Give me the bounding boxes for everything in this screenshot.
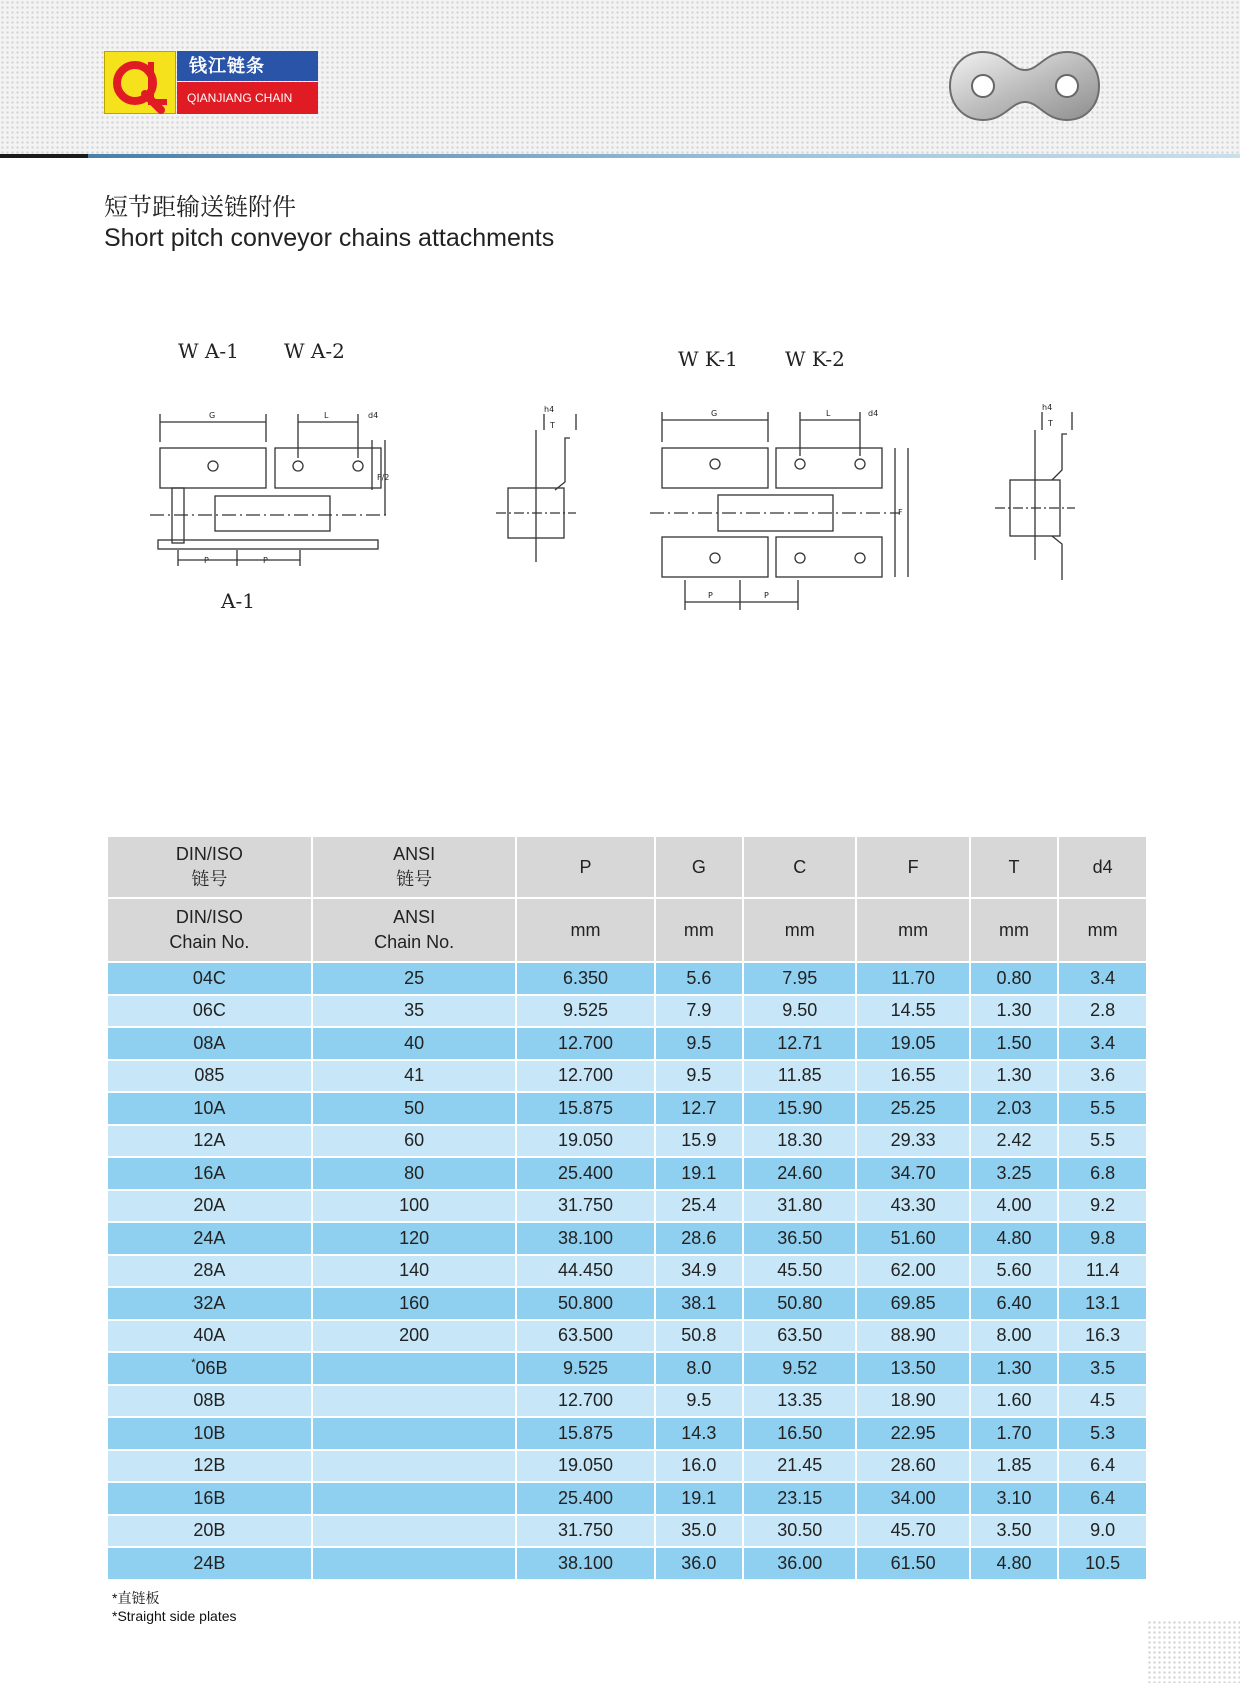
table-cell: 61.50 — [857, 1548, 968, 1579]
table-cell: 1.30 — [971, 1061, 1058, 1092]
table-cell: 50.800 — [517, 1288, 653, 1319]
table-cell: 16.50 — [744, 1418, 855, 1449]
table-cell: 63.50 — [744, 1321, 855, 1352]
table-cell: 25.400 — [517, 1158, 653, 1189]
table-cell: 9.525 — [517, 1353, 653, 1384]
footnote — [112, 1589, 237, 1625]
table-cell: 9.5 — [656, 1061, 743, 1092]
table-cell: 19.05 — [857, 1028, 968, 1059]
table-cell: 1.85 — [971, 1451, 1058, 1482]
table-row — [108, 1093, 1146, 1124]
table-cell: 43.30 — [857, 1191, 968, 1222]
table-cell: 7.9 — [656, 996, 743, 1027]
table-row — [108, 1223, 1146, 1254]
attachment-drawings — [0, 330, 1240, 650]
table-cell: 1.60 — [971, 1386, 1058, 1417]
table-cell: 44.450 — [517, 1256, 653, 1287]
table-cell: 5.3 — [1059, 1418, 1146, 1449]
dim-d4-wk: d4 — [868, 409, 879, 418]
table-cell — [313, 1451, 516, 1482]
table-cell: 5.5 — [1059, 1093, 1146, 1124]
table-cell: 51.60 — [857, 1223, 968, 1254]
footnote-en: *Straight side plates — [112, 1608, 237, 1624]
dim-p1-wa: P — [204, 556, 209, 565]
table-cell: 200 — [313, 1321, 516, 1352]
table-cell: 19.050 — [517, 1451, 653, 1482]
table-cell — [313, 1418, 516, 1449]
table-row — [108, 1321, 1146, 1352]
dim-p2-wa: P — [263, 556, 268, 565]
table-cell: 36.00 — [744, 1548, 855, 1579]
table-cell: 160 — [313, 1288, 516, 1319]
table-cell: 13.35 — [744, 1386, 855, 1417]
table-cell: 18.30 — [744, 1126, 855, 1157]
table-cell: 15.875 — [517, 1093, 653, 1124]
table-cell: 16.55 — [857, 1061, 968, 1092]
table-cell: 20A — [108, 1191, 311, 1222]
label-wk1: W K-1 — [678, 347, 738, 371]
table-cell: 2.42 — [971, 1126, 1058, 1157]
table-cell: 4.80 — [971, 1548, 1058, 1579]
table-cell: 0.80 — [971, 963, 1058, 994]
table-cell: 88.90 — [857, 1321, 968, 1352]
unit-f: mm — [857, 899, 968, 961]
table-cell: 35.0 — [656, 1516, 743, 1547]
table-cell: 35 — [313, 996, 516, 1027]
table-cell: 62.00 — [857, 1256, 968, 1287]
dim-t-side1: T — [550, 421, 555, 430]
unit-c: mm — [744, 899, 855, 961]
table-cell: 3.10 — [971, 1483, 1058, 1514]
table-cell: 1.70 — [971, 1418, 1058, 1449]
dim-h4-side2: h4 — [1042, 403, 1053, 412]
unit-t: mm — [971, 899, 1058, 961]
table-cell: 16.0 — [656, 1451, 743, 1482]
table-cell: 23.15 — [744, 1483, 855, 1514]
page-title-cn: 短节距输送链附件 — [104, 193, 296, 221]
header-t: T — [971, 837, 1058, 897]
table-cell: 6.4 — [1059, 1483, 1146, 1514]
table-cell: 5.5 — [1059, 1126, 1146, 1157]
table-row — [108, 1353, 1146, 1384]
unit-d4: mm — [1059, 899, 1146, 961]
table-cell: 28A — [108, 1256, 311, 1287]
table-row — [108, 1061, 1146, 1092]
table-cell: 12.7 — [656, 1093, 743, 1124]
table-cell: 31.750 — [517, 1516, 653, 1547]
unit-p: mm — [517, 899, 653, 961]
table-cell: 36.0 — [656, 1548, 743, 1579]
table-cell: 10B — [108, 1418, 311, 1449]
dim-g-wa: G — [209, 411, 216, 420]
table-cell: 16A — [108, 1158, 311, 1189]
header-din-iso-cn: DIN/ISO 链号 — [108, 837, 311, 897]
table-cell: 10A — [108, 1093, 311, 1124]
table-row — [108, 1451, 1146, 1482]
table-cell: 9.50 — [744, 996, 855, 1027]
table-cell: 38.1 — [656, 1288, 743, 1319]
table-cell: 08B — [108, 1386, 311, 1417]
table-cell: 3.4 — [1059, 963, 1146, 994]
table-cell: 3.6 — [1059, 1061, 1146, 1092]
table-cell: 50 — [313, 1093, 516, 1124]
table-cell: 9.2 — [1059, 1191, 1146, 1222]
dim-f2-wa: F/2 — [377, 473, 390, 482]
star-mark: * — [191, 1357, 196, 1370]
table-cell: 41 — [313, 1061, 516, 1092]
table-cell: 40 — [313, 1028, 516, 1059]
table-cell: 9.5 — [656, 1386, 743, 1417]
table-cell: 34.00 — [857, 1483, 968, 1514]
table-cell: 15.875 — [517, 1418, 653, 1449]
table-cell: 1.30 — [971, 1353, 1058, 1384]
header-g: G — [656, 837, 743, 897]
brand-name-en: QIANJIANG CHAIN — [177, 82, 318, 114]
table-cell: 9.0 — [1059, 1516, 1146, 1547]
table-cell: 8.00 — [971, 1321, 1058, 1352]
table-cell: 4.80 — [971, 1223, 1058, 1254]
table-cell: 19.1 — [656, 1158, 743, 1189]
unit-g: mm — [656, 899, 743, 961]
table-cell: 24.60 — [744, 1158, 855, 1189]
table-row — [108, 1548, 1146, 1579]
table-cell: *06B — [108, 1353, 311, 1384]
table-cell: 11.85 — [744, 1061, 855, 1092]
table-cell: 9.525 — [517, 996, 653, 1027]
logo-mark-icon — [104, 51, 176, 114]
table-cell: 63.500 — [517, 1321, 653, 1352]
table-cell: 13.50 — [857, 1353, 968, 1384]
table-cell: 06C — [108, 996, 311, 1027]
table-cell: 29.33 — [857, 1126, 968, 1157]
table-cell: 140 — [313, 1256, 516, 1287]
table-cell: 13.1 — [1059, 1288, 1146, 1319]
table-cell: 6.350 — [517, 963, 653, 994]
header-ansi-en: ANSI Chain No. — [313, 899, 516, 961]
table-cell: 45.70 — [857, 1516, 968, 1547]
header-c: C — [744, 837, 855, 897]
table-cell: 9.8 — [1059, 1223, 1146, 1254]
header-p: P — [517, 837, 653, 897]
page-title-en: Short pitch conveyor chains attachments — [104, 224, 555, 252]
table-cell: 12.700 — [517, 1061, 653, 1092]
table-cell: 12B — [108, 1451, 311, 1482]
dim-h4-side1: h4 — [544, 405, 555, 414]
table-cell: 14.3 — [656, 1418, 743, 1449]
table-cell: 15.9 — [656, 1126, 743, 1157]
dim-d4-wa: d4 — [368, 411, 379, 420]
footnote-cn: *直链板 — [112, 1590, 160, 1606]
dim-t-side2: T — [1048, 419, 1053, 428]
table-cell: 16.3 — [1059, 1321, 1146, 1352]
header-din-iso-en: DIN/ISO Chain No. — [108, 899, 311, 961]
table-cell: 80 — [313, 1158, 516, 1189]
table-cell: 5.6 — [656, 963, 743, 994]
table-cell: 24B — [108, 1548, 311, 1579]
table-cell: 100 — [313, 1191, 516, 1222]
table-cell: 28.6 — [656, 1223, 743, 1254]
table-body — [108, 963, 1146, 1579]
table-row — [108, 1483, 1146, 1514]
dim-f-wk: F — [898, 508, 903, 517]
table-cell: 69.85 — [857, 1288, 968, 1319]
table-cell: 3.25 — [971, 1158, 1058, 1189]
table-row — [108, 1386, 1146, 1417]
table-cell: 20B — [108, 1516, 311, 1547]
table-cell: 38.100 — [517, 1548, 653, 1579]
table-cell — [313, 1386, 516, 1417]
table-cell: 21.45 — [744, 1451, 855, 1482]
table-cell: 31.80 — [744, 1191, 855, 1222]
dim-l-wa: L — [324, 411, 329, 420]
table-cell: 31.750 — [517, 1191, 653, 1222]
table-cell: 22.95 — [857, 1418, 968, 1449]
table-row — [108, 1126, 1146, 1157]
table-cell — [313, 1483, 516, 1514]
table-cell: 08A — [108, 1028, 311, 1059]
table-row — [108, 1418, 1146, 1449]
table-cell: 3.50 — [971, 1516, 1058, 1547]
table-cell: 3.5 — [1059, 1353, 1146, 1384]
table-row — [108, 1158, 1146, 1189]
label-a1: A-1 — [221, 589, 255, 613]
table-cell: 15.90 — [744, 1093, 855, 1124]
table-cell: 6.8 — [1059, 1158, 1146, 1189]
table-row — [108, 1516, 1146, 1547]
header-rule-dark — [0, 154, 88, 158]
table-cell: 19.050 — [517, 1126, 653, 1157]
table-cell: 45.50 — [744, 1256, 855, 1287]
table-cell: 4.00 — [971, 1191, 1058, 1222]
table-cell: 6.40 — [971, 1288, 1058, 1319]
table-cell: 1.50 — [971, 1028, 1058, 1059]
header-rule-blue — [88, 154, 1240, 158]
table-cell — [313, 1353, 516, 1384]
corner-dot-pattern — [1147, 1620, 1240, 1683]
table-cell: 9.5 — [656, 1028, 743, 1059]
table-row — [108, 963, 1146, 994]
table-cell: 16B — [108, 1483, 311, 1514]
table-cell: 120 — [313, 1223, 516, 1254]
table-cell: 34.70 — [857, 1158, 968, 1189]
table-cell — [313, 1516, 516, 1547]
table-cell: 1.30 — [971, 996, 1058, 1027]
table-cell: 2.03 — [971, 1093, 1058, 1124]
table-cell: 24A — [108, 1223, 311, 1254]
table-cell: 12.71 — [744, 1028, 855, 1059]
table-cell: 10.5 — [1059, 1548, 1146, 1579]
dim-p1-wk: P — [708, 591, 713, 600]
table-cell: 19.1 — [656, 1483, 743, 1514]
chain-link-plate-icon — [947, 48, 1102, 123]
table-cell: 25.4 — [656, 1191, 743, 1222]
table-cell: 25.25 — [857, 1093, 968, 1124]
table-cell: 9.52 — [744, 1353, 855, 1384]
table-row — [108, 996, 1146, 1027]
table-cell: 3.4 — [1059, 1028, 1146, 1059]
table-cell: 25.400 — [517, 1483, 653, 1514]
table-cell: 36.50 — [744, 1223, 855, 1254]
table-cell: 38.100 — [517, 1223, 653, 1254]
table-cell: 50.80 — [744, 1288, 855, 1319]
table-cell: 12.700 — [517, 1386, 653, 1417]
table-cell: 34.9 — [656, 1256, 743, 1287]
table-cell: 5.60 — [971, 1256, 1058, 1287]
brand-name-cn: 钱江链条 — [177, 51, 318, 81]
label-wa1: W A-1 — [178, 339, 239, 363]
table-row — [108, 1028, 1146, 1059]
header-d4: d4 — [1059, 837, 1146, 897]
table-cell: 04C — [108, 963, 311, 994]
table-cell: 11.70 — [857, 963, 968, 994]
table-cell: 12A — [108, 1126, 311, 1157]
table-cell: 28.60 — [857, 1451, 968, 1482]
table-row — [108, 1256, 1146, 1287]
header-f: F — [857, 837, 968, 897]
table-cell: 60 — [313, 1126, 516, 1157]
table-cell: 12.700 — [517, 1028, 653, 1059]
table-cell: 30.50 — [744, 1516, 855, 1547]
table-cell: 11.4 — [1059, 1256, 1146, 1287]
table-cell: 18.90 — [857, 1386, 968, 1417]
table-cell: 2.8 — [1059, 996, 1146, 1027]
dim-p2-wk: P — [764, 591, 769, 600]
label-wk2: W K-2 — [785, 347, 845, 371]
table-cell: 40A — [108, 1321, 311, 1352]
table-cell: 50.8 — [656, 1321, 743, 1352]
table-cell: 7.95 — [744, 963, 855, 994]
brand-logo — [104, 51, 318, 114]
dimension-table — [106, 835, 1148, 1581]
table-cell: 14.55 — [857, 996, 968, 1027]
table-cell — [313, 1548, 516, 1579]
table-cell: 8.0 — [656, 1353, 743, 1384]
dim-g-wk: G — [711, 409, 718, 418]
dim-l-wk: L — [826, 409, 831, 418]
label-wa2: W A-2 — [284, 339, 345, 363]
table-cell: 085 — [108, 1061, 311, 1092]
table-cell: 4.5 — [1059, 1386, 1146, 1417]
table-row — [108, 1191, 1146, 1222]
table-cell: 25 — [313, 963, 516, 994]
table-cell: 32A — [108, 1288, 311, 1319]
table-cell: 6.4 — [1059, 1451, 1146, 1482]
table-row — [108, 1288, 1146, 1319]
header-ansi-cn: ANSI 链号 — [313, 837, 516, 897]
